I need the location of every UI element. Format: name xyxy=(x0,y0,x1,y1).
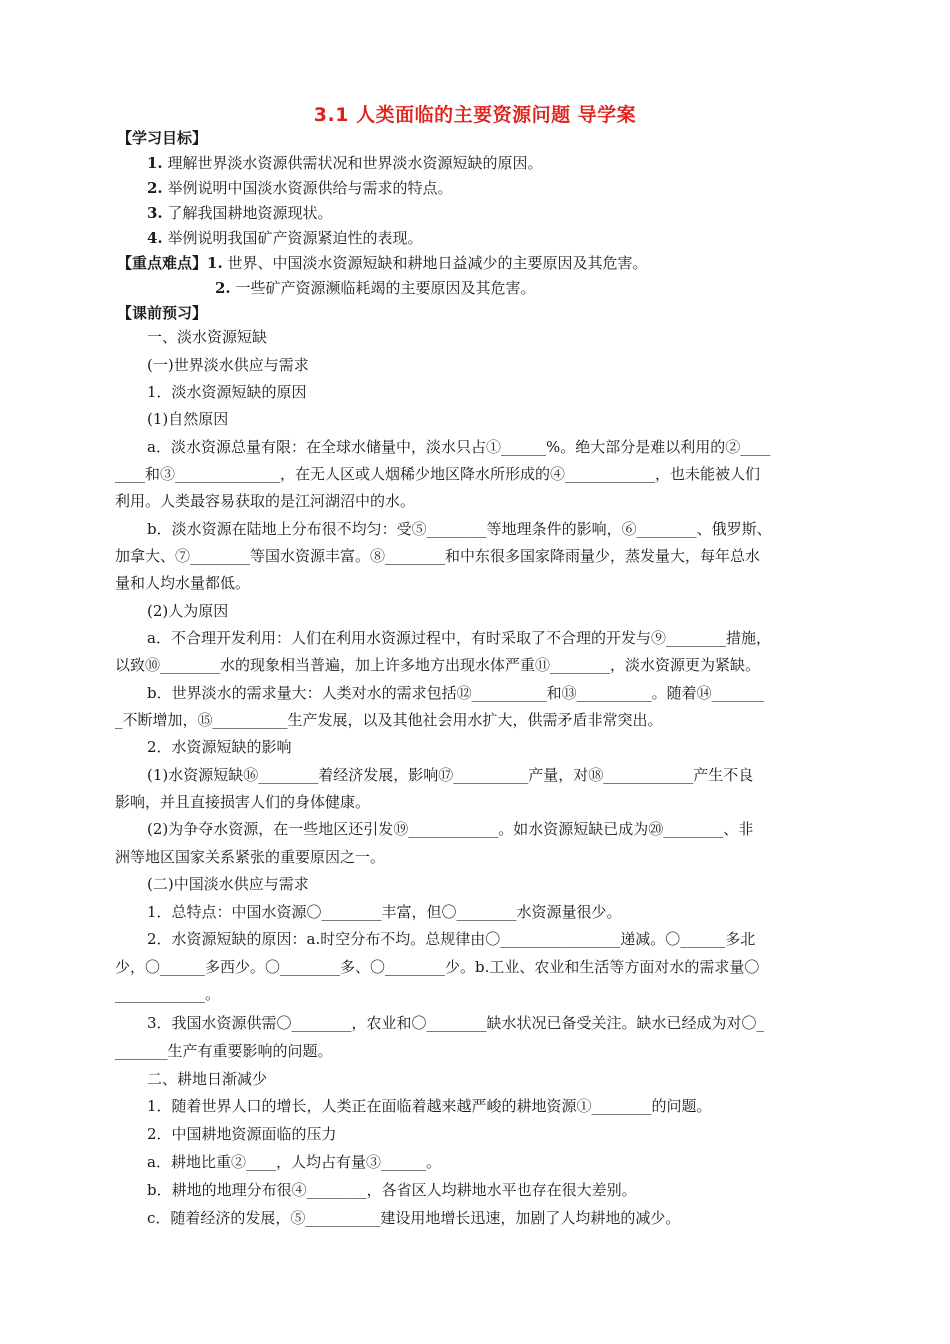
text-line: a．耕地比重②____，人均占有量③______。 xyxy=(147,1153,441,1171)
key-points-row-2 xyxy=(215,278,535,298)
objective-item-1 xyxy=(147,153,542,173)
text-line: a．不合理开发利用：人们在利用水资源过程中，有时采取了不合理的开发与⑨________措施， xyxy=(147,629,771,647)
objective-num: 1. xyxy=(147,154,163,172)
text-line: 利用。人类最容易获取的是江河湖沼中的水。 xyxy=(115,492,416,510)
text-line: ____和③______________，在无人区或人烟稀少地区降水所形成的④____________，也未能被人们 xyxy=(115,465,761,483)
text-line: ____________。 xyxy=(115,985,221,1003)
text-line: b．淡水资源在陆地上分布很不均匀：受⑤________等地理条件的影响，⑥________、俄罗斯、 xyxy=(147,520,772,538)
text-line: _______生产有重要影响的问题。 xyxy=(115,1042,333,1060)
key-point-text: 世界、中国淡水资源短缺和耕地日益减少的主要原因及其危害。 xyxy=(227,254,648,272)
text-line: b．世界淡水的需求量大：人类对水的需求包括⑫__________和⑬__________。随着⑭_______ xyxy=(147,684,765,702)
text-line: c．随着经济的发展，⑤__________建设用地增长迅速，加剧了人均耕地的减少。 xyxy=(147,1209,681,1227)
document-title: 3.1 人类面临的主要资源问题 导学案 xyxy=(313,104,637,126)
objective-text: 举例说明中国淡水资源供给与需求的特点。 xyxy=(167,179,453,197)
objective-text: 理解世界淡水资源供需状况和世界淡水资源短缺的原因。 xyxy=(167,154,543,172)
key-points-heading: 【重点难点】 xyxy=(117,254,208,272)
text-line: (2)为争夺水资源，在一些地区还引发⑲____________。如水资源短缺已成为⑳________、非 xyxy=(147,820,754,838)
text-line: 2．中国耕地资源面临的压力 xyxy=(147,1125,337,1143)
text-line: (1)自然原因 xyxy=(147,410,229,428)
objectives-heading: 【学习目标】 xyxy=(117,129,208,147)
objective-item-4 xyxy=(147,228,422,248)
subsection-heading: (二)中国淡水供应与需求 xyxy=(147,875,309,893)
objective-num: 2. xyxy=(147,179,163,197)
key-point-num: 1. xyxy=(207,254,223,272)
text-line: 1．总特点：中国水资源〇________丰富，但〇________水资源量很少。 xyxy=(147,903,622,921)
text-line: (2)人为原因 xyxy=(147,602,229,620)
text-line: 洲等地区国家关系紧张的重要原因之一。 xyxy=(115,848,386,866)
text-line: 影响，并且直接损害人们的身体健康。 xyxy=(115,793,371,811)
text-line: b．耕地的地理分布很④________，各省区人均耕地水平也存在很大差别。 xyxy=(147,1181,637,1199)
text-line: 3．我国水资源供需〇________，农业和〇________缺水状况已备受关注。缺水已经成为对〇_ xyxy=(147,1014,765,1032)
text-line: 1．淡水资源短缺的原因 xyxy=(147,383,307,401)
key-point-text: 一些矿产资源濒临耗竭的主要原因及其危害。 xyxy=(235,279,536,297)
objective-num: 3. xyxy=(147,204,163,222)
section-heading: 一、淡水资源短缺 xyxy=(147,328,268,346)
section-heading: 二、耕地日渐减少 xyxy=(147,1070,268,1088)
objective-text: 了解我国耕地资源现状。 xyxy=(167,204,333,222)
preview-heading: 【课前预习】 xyxy=(117,304,208,322)
text-line: 2．水资源短缺的影响 xyxy=(147,738,292,756)
key-point-num: 2. xyxy=(215,279,231,297)
subsection-heading: (一)世界淡水供应与需求 xyxy=(147,356,309,374)
text-line: 1．随着世界人口的增长，人类正在面临着越来越严峻的耕地资源①________的问题。 xyxy=(147,1097,712,1115)
objective-item-2 xyxy=(147,178,452,198)
key-points-row-1 xyxy=(117,253,647,273)
text-line: 以致⑩________水的现象相当普遍，加上许多地方出现水体严重⑪________，淡水资源更为紧缺。 xyxy=(115,656,761,674)
text-line: 量和人均水量都低。 xyxy=(115,574,251,592)
objective-item-3 xyxy=(147,203,332,223)
text-line: (1)水资源短缺⑯________着经济发展，影响⑰__________产量，对⑱____________产生不良 xyxy=(147,766,754,784)
text-line: 加拿大、⑦________等国水资源丰富。⑧________和中东很多国家降雨量少，蒸发量大，每年总水 xyxy=(115,547,761,565)
objective-num: 4. xyxy=(147,229,163,247)
text-line: 2．水资源短缺的原因：a.时空分布不均。总规律由〇________________递减。〇______多北 xyxy=(147,930,756,948)
text-line: a．淡水资源总量有限：在全球水储量中，淡水只占①______%。绝大部分是难以利用的②____ xyxy=(147,438,771,456)
text-line: _不断增加，⑮__________生产发展，以及其他社会用水扩大，供需矛盾非常突出。 xyxy=(115,711,663,729)
text-line: 少，〇______多西少。〇________多、〇________少。b.工业、农业和生活等方面对水的需求量〇 xyxy=(115,958,760,976)
objective-text: 举例说明我国矿产资源紧迫性的表现。 xyxy=(167,229,423,247)
